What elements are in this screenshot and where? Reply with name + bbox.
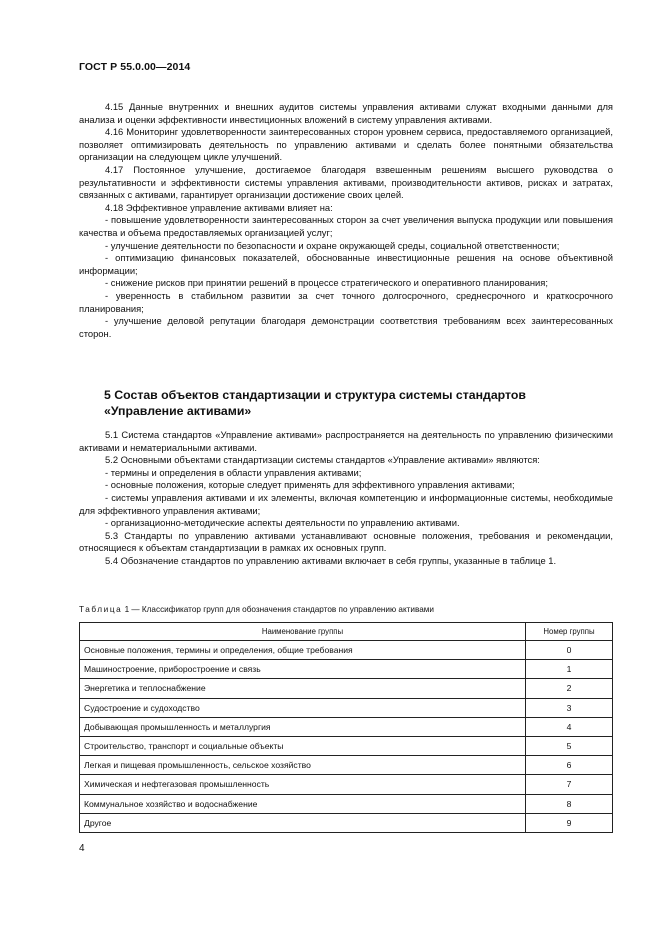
group-number-cell: 1 bbox=[526, 660, 613, 679]
paragraph-5-2: 5.2 Основными объектами стандартизации системы стандартов «Управление активами» являются: bbox=[105, 454, 540, 466]
group-number-cell: 7 bbox=[526, 775, 613, 794]
group-name-cell: Энергетика и теплоснабжение bbox=[80, 679, 526, 698]
list-item: - системы управления активами и их элементы, включая компетенцию и информационные системы, необходимые для эффективного управления активами; bbox=[79, 491, 613, 516]
paragraph-5-4: 5.4 Обозначение стандартов по управлению активами включает в себя группы, указанные в таблице 1. bbox=[105, 554, 557, 566]
table-row bbox=[80, 775, 613, 794]
group-name-cell: Другое bbox=[80, 813, 526, 832]
page-number: 4 bbox=[79, 843, 85, 854]
table-row bbox=[80, 679, 613, 698]
group-name-cell: Коммунальное хозяйство и водоснабжение bbox=[80, 794, 526, 813]
column-header-group-name: Наименование группы bbox=[80, 623, 526, 641]
table-row bbox=[80, 641, 613, 660]
paragraph-5-3: 5.3 Стандарты по управлению активами устанавливают основные положения, требования и рекомендации, относящиеся к объектам стандартизации в рамках их основных групп. bbox=[79, 529, 613, 554]
list-item: - уверенность в стабильном развитии за счет точного долгосрочного, среднесрочного и краткосрочного планирования; bbox=[79, 289, 613, 314]
table-row bbox=[80, 794, 613, 813]
group-name-cell: Судостроение и судоходство bbox=[80, 698, 526, 717]
paragraph-5-1: 5.1 Система стандартов «Управление активами» распространяется на деятельность по управлению физическими активами и нематериальными активами. bbox=[79, 429, 613, 453]
group-number-cell: 9 bbox=[526, 813, 613, 832]
classifier-table bbox=[79, 622, 613, 833]
group-number-cell: 2 bbox=[526, 679, 613, 698]
group-name-cell: Химическая и нефтегазовая промышленность bbox=[80, 775, 526, 794]
list-item: - улучшение деловой репутации благодаря демонстрации соответствия требованиям всех заинтересованных сторон. bbox=[79, 315, 613, 339]
table-row bbox=[80, 736, 613, 755]
section-5-title: 5 Состав объектов стандартизации и структура системы стандартов «Управление активами» bbox=[104, 388, 526, 418]
table-row bbox=[80, 756, 613, 775]
group-number-cell: 3 bbox=[526, 698, 613, 717]
list-item: - улучшение деятельности по безопасности и охране окружающей среды, социальной ответственности; bbox=[105, 239, 560, 251]
table-caption-text: 1 — Классификатор групп для обозначения стандартов по управлению активами bbox=[122, 605, 434, 614]
list-item: - организационно-методические аспекты деятельности по управлению активами. bbox=[105, 517, 460, 529]
list-item: - оптимизацию финансовых показателей, обоснованные инвестиционные решения на основе объективной информации; bbox=[79, 252, 613, 276]
paragraph-4-15: 4.15 Данные внутренних и внешних аудитов системы управления активами служат входными данными для анализа и оценки эффективности инвестиционных вложений в систему управления активами. bbox=[79, 101, 613, 125]
column-header-group-number: Номер группы bbox=[526, 623, 613, 641]
table-header-row bbox=[80, 623, 613, 641]
list-item: - термины и определения в области управления активами; bbox=[105, 466, 362, 478]
group-name-cell: Легкая и пищевая промышленность, сельское хозяйство bbox=[80, 756, 526, 775]
group-name-cell: Основные положения, термины и определения, общие требования bbox=[80, 641, 526, 660]
group-number-cell: 4 bbox=[526, 717, 613, 736]
section5-text bbox=[79, 429, 613, 568]
group-name-cell: Строительство, транспорт и социальные объекты bbox=[80, 736, 526, 755]
paragraph-4-18: 4.18 Эффективное управление активами влияет на: bbox=[105, 201, 333, 213]
table-caption-label: Таблица bbox=[79, 605, 123, 614]
list-item: - основные положения, которые следует применять для эффективного управления активами; bbox=[105, 479, 515, 491]
group-number-cell: 6 bbox=[526, 756, 613, 775]
list-item: - повышение удовлетворенности заинтересованных сторон за счет увеличения выпуска продукции или повышения качества и объема предоставляемых организацией услуг; bbox=[79, 214, 613, 238]
group-number-cell: 8 bbox=[526, 794, 613, 813]
paragraph-4-16: 4.16 Мониторинг удовлетворенности заинтересованных сторон уровнем сервиса, предоставляемого организацией, позволяет оптимизировать деятельность по управлению активами и сделать более понятными обязательства организации на следующем цикле улучшений. bbox=[79, 126, 613, 163]
group-number-cell: 0 bbox=[526, 641, 613, 660]
document-header: ГОСТ Р 55.0.00—2014 bbox=[79, 61, 191, 73]
table-row bbox=[80, 813, 613, 832]
list-item: - снижение рисков при принятии решений в процессе стратегического и оперативного планирования; bbox=[105, 277, 548, 289]
table-row bbox=[80, 717, 613, 736]
table-row bbox=[80, 660, 613, 679]
section4-text bbox=[79, 101, 613, 340]
group-number-cell: 5 bbox=[526, 736, 613, 755]
table-row bbox=[80, 698, 613, 717]
paragraph-4-17: 4.17 Постоянное улучшение, достигаемое благодаря взвешенным решениям высшего руководства о результативности и эффективности системы управления активами, производительности активов, рисках и затратах, связанных с активами, гарантирует организации достижение своих целей. bbox=[79, 163, 613, 201]
group-name-cell: Добывающая промышленность и металлургия bbox=[80, 717, 526, 736]
group-name-cell: Машиностроение, приборостроение и связь bbox=[80, 660, 526, 679]
table-caption bbox=[79, 605, 434, 614]
